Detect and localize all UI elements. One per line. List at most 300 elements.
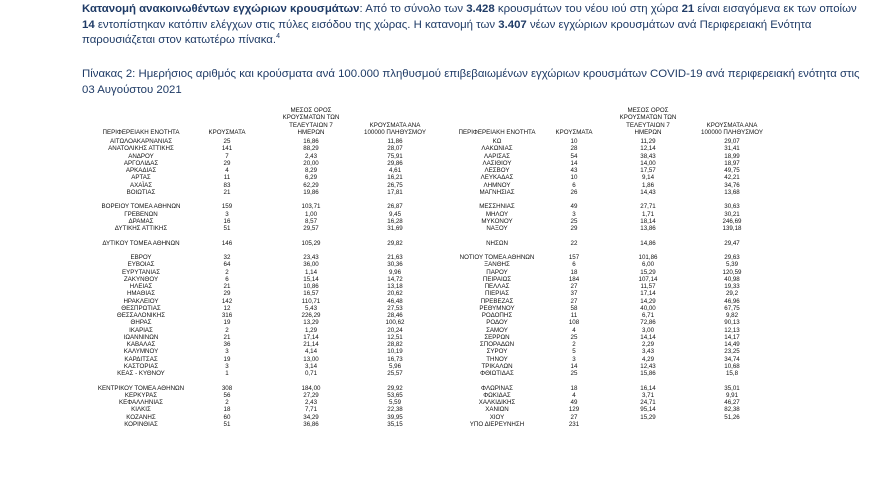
cases-cell: 18 [570,384,578,392]
cases-cell: 83 [223,181,231,189]
region-cell: ΚΟΡΙΝΘΙΑΣ [124,420,158,428]
per100k-cell: 23,25 [724,348,740,356]
cases-cell: 58 [570,304,578,312]
per100k-cell: 46,48 [387,297,403,305]
cases-cell: 60 [223,413,231,421]
cases-cell: 19 [223,319,231,327]
avg-cell: 88,29 [303,145,319,153]
cases-cell: 37 [570,290,578,298]
region-cell: ΚΑΒΑΛΑΣ [126,341,156,348]
avg-cell: 226,29 [301,312,321,319]
region-cell: ΚΕΝΤΡΙΚΟΥ ΤΟΜΕΑ ΑΘΗΝΩΝ [97,384,185,392]
footnote-marker: 4 [276,33,280,41]
per100k-cell: 29,2 [725,290,739,298]
region-cell: ΘΗΡΑΣ [130,319,152,327]
cases-cell: 129 [568,406,580,414]
intro-paragraph [82,2,872,49]
per100k-cell: 17,81 [387,188,403,196]
region-cell: ΡΟΔΟΥ [486,319,508,327]
region-cell: ΡΟΔΟΠΗΣ [481,312,513,319]
region-cell: ΣΠΟΡΑΔΩΝ [479,341,515,348]
cases-cell: 25 [570,370,578,377]
cases-cell: 12 [223,304,231,312]
per100k-cell: 51,26 [724,413,740,421]
avg-cell: 101,86 [638,254,658,261]
avg-cell: 3,71 [641,391,655,399]
region-cell: ΜΥΚΟΝΟΥ [481,217,513,225]
cases-cell: 141 [221,145,233,153]
cases-cell: 2 [572,341,576,348]
header-cases: ΚΡΟΥΣΜΑΤΑ [208,128,246,136]
per100k-cell: 30,36 [387,261,403,269]
region-cell: ΛΗΜΝΟΥ [483,181,511,189]
region-cell: ΛΕΣΒΟΥ [484,167,510,174]
region-cell: ΑΡΓΟΛΙΔΑΣ [123,159,159,167]
cases-cell: 29 [223,290,231,298]
region-cell: ΒΟΡΕΙΟΥ ΤΟΜΕΑ ΑΘΗΝΩΝ [101,203,181,211]
avg-cell: 110,71 [301,297,321,305]
region-cell: ΞΑΝΘΗΣ [484,261,510,269]
region-cell: ΧΑΛΚΙΔΙΚΗΣ [478,399,516,406]
avg-cell: 1,00 [304,210,318,218]
per100k-cell: 9,96 [388,268,402,276]
region-cell: ΝΟΤΙΟΥ ΤΟΜΕΑ ΑΘΗΝΩΝ [459,254,535,261]
avg-cell: 16,86 [303,138,319,145]
intro-text: : Από το σύνολο των [359,3,467,15]
avg-cell: 9,14 [641,174,655,182]
header-per100k: ΚΡΟΥΣΜΑΤΑ ΑΝΑ 100000 ΠΛΗΘΥΣΜΟΥ [701,121,763,136]
avg-cell: 1,29 [304,326,318,334]
region-cell: ΤΡΙΚΑΛΩΝ [481,362,513,370]
per100k-cell: 5,59 [388,399,402,406]
per100k-cell: 14,49 [724,341,740,348]
avg-cell: 38,43 [640,152,656,160]
per100k-cell: 14,72 [387,275,403,283]
region-cell: ΥΠΟ ΔΙΕΡΕΥΝΗΣΗ [469,420,525,428]
cases-cell: 54 [570,152,578,160]
region-cell: ΑΝΔΡΟΥ [128,152,154,160]
per100k-cell: 120,59 [722,268,742,276]
region-cell: ΚΑΡΔΙΤΣΑΣ [124,355,158,363]
per100k-cell: 46,96 [724,297,740,305]
avg-cell: 1,86 [641,181,655,189]
per100k-cell: 53,65 [387,391,403,399]
per100k-cell: 28,82 [387,341,403,348]
cases-cell: 2 [225,268,229,276]
avg-cell: 23,43 [303,254,319,261]
avg-cell: 21,14 [303,341,319,348]
per100k-cell: 13,68 [724,188,740,196]
cases-cell: 3 [572,210,576,218]
header-per100k: ΚΡΟΥΣΜΑΤΑ ΑΝΑ 100000 ΠΛΗΘΥΣΜΟΥ [364,121,426,136]
region-cell: ΚΙΛΚΙΣ [131,406,151,414]
cases-cell: 142 [221,297,233,305]
cases-cell: 7 [225,152,229,160]
border-cases: 14 [82,18,95,31]
region-cell: ΗΡΑΚΛΕΙΟΥ [123,297,159,305]
per100k-cell: 42,21 [724,174,740,182]
cases-cell: 29 [570,225,578,232]
per100k-cell: 40,98 [724,275,740,283]
intro-text: εντοπίστηκαν κατόπιν ελέγχων στις πύλες εισόδου της χώρας. Η κατανομή των [94,18,499,31]
cases-cell: 29 [223,159,231,167]
per100k-cell: 31,69 [387,225,403,232]
avg-cell: 4,14 [304,348,318,356]
cases-cell: 21 [223,333,231,341]
cases-cell: 11 [570,312,578,319]
per100k-cell: 5,39 [725,261,739,269]
cases-cell: 18 [570,268,578,276]
avg-cell: 36,86 [303,420,319,428]
region-cell: ΦΘΙΩΤΙΔΑΣ [480,370,514,377]
avg-cell: 184,00 [301,384,321,392]
avg-cell: 7,71 [304,406,318,414]
per100k-cell: 15,8 [725,370,739,377]
region-cell: ΓΡΕΒΕΝΩΝ [124,210,158,218]
per100k-cell: 34,74 [724,355,740,363]
avg-cell: 6,00 [641,261,655,269]
header-cases: ΚΡΟΥΣΜΑΤΑ [555,128,593,136]
region-cell: ΠΙΕΡΙΑΣ [484,290,510,298]
region-cell: ΤΗΝΟΥ [486,355,508,363]
cases-cell: 4 [572,391,576,399]
avg-cell: 14,43 [640,188,656,196]
cases-cell: 27 [570,297,578,305]
per100k-cell: 29,47 [724,239,740,247]
region-cell: ΕΥΒΟΙΑΣ [127,261,155,269]
region-cell: ΗΛΕΙΑΣ [129,283,153,290]
region-cell: ΠΡΕΒΕΖΑΣ [480,297,514,305]
intro-heading: Κατανομή ανακοινωθέντων εγχώριων κρουσμάτων [82,3,360,15]
region-cell: ΗΜΑΘΙΑΣ [126,290,156,298]
avg-cell: 15,86 [640,370,656,377]
per100k-cell: 20,24 [387,326,403,334]
region-cell: ΠΕΛΛΑΣ [484,283,510,290]
per100k-cell: 20,62 [387,290,403,298]
region-cell: ΑΙΤΩΛΟΑΚΑΡΝΑΝΙΑΣ [109,138,173,145]
avg-cell: 14,86 [640,239,656,247]
cases-cell: 56 [223,391,231,399]
cases-cell: 32 [223,254,231,261]
region-cell: ΣΑΜΟΥ [486,326,508,334]
region-cell: ΑΝΑΤΟΛΙΚΗΣ ΑΤΤΙΚΗΣ [108,145,174,153]
avg-cell: 2,43 [304,399,318,406]
avg-cell: 14,14 [640,333,656,341]
cases-cell: 4 [225,167,229,174]
region-cell: ΧΙΟΥ [489,413,505,421]
region-cell: ΔΥΤΙΚΟΥ ΤΟΜΕΑ ΑΘΗΝΩΝ [102,239,180,247]
region-cell: ΑΡΚΑΔΙΑΣ [125,167,157,174]
region-cell: ΔΥΤΙΚΗΣ ΑΤΤΙΚΗΣ [114,225,168,232]
region-cell: ΡΕΘΥΜΝΟΥ [479,304,515,312]
region-cell: ΕΒΡΟΥ [130,254,152,261]
avg-cell: 72,86 [640,319,656,327]
avg-cell: 12,14 [640,145,656,153]
avg-cell: 36,00 [303,261,319,269]
per100k-cell: 25,57 [387,370,403,377]
per100k-cell: 28,07 [387,145,403,153]
cases-cell: 6 [225,275,229,283]
per100k-cell: 18,97 [724,159,740,167]
avg-cell: 16,57 [303,290,319,298]
avg-cell: 8,57 [304,217,318,225]
table-caption: Πίνακας 2: Ημερήσιος αριθμός και κρούσματα ανά 100.000 πληθυσμού επιβεβαιωμένων εγχώριων κρουσμάτων COVID-19 ανά περιφερειακή ενότητα στις 03 Αυγούστου 2021 [82,68,860,96]
cases-cell: 184 [568,275,580,283]
per100k-cell: 35,15 [387,420,403,428]
header-region: ΠΕΡΙΦΕΡΕΙΑΚΗ ΕΝΟΤΗΤΑ [102,128,180,136]
avg-cell: 17,14 [303,333,319,341]
cases-cell: 3 [572,355,576,363]
region-cell: ΜΑΓΝΗΣΙΑΣ [479,188,515,196]
region-cell: ΠΑΡΟΥ [486,268,508,276]
avg-cell: 15,29 [640,268,656,276]
avg-cell: 40,00 [640,304,656,312]
avg-cell: 12,43 [640,362,656,370]
region-cell: ΚΩ [492,138,502,145]
region-cell: ΙΩΑΝΝΙΝΩΝ [123,333,159,341]
region-cell: ΛΑΡΙΣΑΣ [484,152,510,160]
region-cell: ΕΥΡΥΤΑΝΙΑΣ [121,268,161,276]
region-cell: ΛΑΣΙΘΙΟΥ [482,159,512,167]
per100k-cell: 9,91 [725,391,739,399]
per100k-cell: 29,63 [724,254,740,261]
cases-cell: 6 [572,181,576,189]
per100k-cell: 11,86 [387,138,403,145]
avg-cell: 27,71 [640,203,656,211]
avg-cell: 11,57 [640,283,656,290]
region-cell: ΠΕΙΡΑΙΩΣ [482,275,512,283]
per100k-cell: 28,46 [387,312,403,319]
cases-cell: 14 [570,159,578,167]
cases-cell: 64 [223,261,231,269]
avg-cell: 14,00 [640,159,656,167]
avg-cell: 34,29 [303,413,319,421]
region-cell: ΛΑΚΩΝΙΑΣ [481,145,513,153]
region-cell: ΑΡΤΑΣ [131,174,151,182]
avg-cell: 13,86 [640,225,656,232]
imported-cases: 21 [681,3,695,15]
avg-cell: 14,29 [640,297,656,305]
avg-cell: 2,29 [641,341,655,348]
intro-text: είναι εισαγόμενα εκ των οποίων [694,3,857,15]
per100k-cell: 21,63 [387,254,403,261]
cases-cell: 308 [221,384,233,392]
cases-cell: 18 [223,406,231,414]
region-cell: ΜΗΛΟΥ [485,210,509,218]
per100k-cell: 246,69 [722,217,742,225]
cases-cell: 36 [223,341,231,348]
per100k-cell: 29,07 [724,138,740,145]
per100k-cell: 90,13 [724,319,740,327]
avg-cell: 18,14 [640,217,656,225]
cases-cell: 49 [570,399,578,406]
region-cell: ΝΗΣΩΝ [486,239,508,247]
intro-text: κρουσμάτων του νέου ιού στη χώρα [494,3,682,15]
avg-cell: 2,43 [304,152,318,160]
avg-cell: 19,86 [303,188,319,196]
region-cell: ΚΑΛΥΜΝΟΥ [123,348,159,356]
per100k-cell: 9,82 [725,312,739,319]
avg-cell: 5,43 [304,304,318,312]
avg-cell: 20,00 [303,159,319,167]
region-cell: ΚΕΦΑΛΛΗΝΙΑΣ [118,399,163,406]
per100k-cell: 19,33 [724,283,740,290]
per100k-cell: 30,63 [724,203,740,211]
avg-cell: 24,71 [640,399,656,406]
cases-cell: 159 [221,203,233,211]
per100k-cell: 29,92 [387,384,403,392]
per100k-cell: 67,75 [724,304,740,312]
region-cell: ΣΕΡΡΩΝ [484,333,510,341]
per100k-cell: 30,21 [724,210,740,218]
avg-cell: 3,00 [641,326,655,334]
avg-cell: 6,29 [304,174,318,182]
cases-cell: 21 [223,283,231,290]
cases-cell: 21 [223,188,231,196]
cases-cell: 28 [570,145,578,153]
per100k-cell: 10,68 [724,362,740,370]
per100k-cell: 139,18 [722,225,742,232]
cases-cell: 14 [570,362,578,370]
domestic-cases: 3.407 [498,18,527,31]
region-cell: ΧΑΝΙΩΝ [485,406,509,414]
per100k-cell: 5,96 [388,362,402,370]
cases-cell: 27 [570,283,578,290]
per100k-cell: 12,13 [724,326,740,334]
cases-cell: 108 [568,319,580,327]
cases-cell: 2 [225,399,229,406]
avg-cell: 17,14 [640,290,656,298]
per100k-cell: 82,38 [724,406,740,414]
region-cell: ΖΑΚΥΝΘΟΥ [123,275,159,283]
region-cell: ΔΡΑΜΑΣ [128,217,154,225]
per100k-cell: 100,62 [385,319,405,327]
per100k-cell: 31,41 [724,145,740,153]
avg-cell: 29,57 [303,225,319,232]
avg-cell: 15,29 [640,413,656,421]
cases-cell: 22 [570,239,578,247]
cases-cell: 16 [223,217,231,225]
cases-cell: 6 [572,261,576,269]
avg-cell: 17,57 [640,167,656,174]
region-cell: ΙΚΑΡΙΑΣ [129,326,153,334]
avg-cell: 1,71 [641,210,655,218]
cases-cell: 11 [223,174,231,182]
avg-cell: 0,71 [304,370,318,377]
avg-cell: 13,29 [303,319,319,327]
per100k-cell: 13,18 [387,283,403,290]
per100k-cell: 27,53 [387,304,403,312]
avg-cell: 62,29 [303,181,319,189]
region-cell: ΣΥΡΟΥ [486,348,508,356]
cases-cell: 51 [223,420,231,428]
per100k-cell: 22,38 [387,406,403,414]
avg-cell: 11,29 [640,138,656,145]
cases-cell: 10 [570,138,578,145]
avg-cell: 6,71 [641,312,655,319]
cases-cell: 25 [570,333,578,341]
avg-cell: 95,14 [640,406,656,414]
cases-cell: 25 [223,138,231,145]
per100k-cell: 16,28 [387,217,403,225]
cases-cell: 25 [570,217,578,225]
per100k-cell: 49,75 [724,167,740,174]
cases-cell: 26 [570,188,578,196]
per100k-cell: 16,73 [387,355,403,363]
per100k-cell: 14,17 [724,333,740,341]
cases-cell: 3 [225,210,229,218]
per100k-cell: 29,82 [387,239,403,247]
region-cell: ΑΧΑΪΑΣ [129,181,153,189]
region-cell: ΚΕΑΣ - ΚΥΘΝΟΥ [117,370,165,377]
per100k-cell: 16,21 [387,174,403,182]
region-cell: ΚΟΖΑΝΗΣ [126,413,156,421]
avg-cell: 16,14 [640,384,656,392]
cases-cell: 2 [225,326,229,334]
region-cell: ΜΕΣΣΗΝΙΑΣ [479,203,515,211]
region-cell: ΒΟΙΩΤΙΑΣ [126,188,156,196]
cases-cell: 10 [570,174,578,182]
per100k-cell: 34,76 [724,181,740,189]
cases-cell: 157 [568,254,580,261]
region-cell: ΚΑΣΤΟΡΙΑΣ [123,362,159,370]
intro-text: νέων εγχώριων κρουσμάτων ανά Περιφερειακή Ενότητα παρουσιάζεται στον κατωτέρω πίνακα. [82,18,812,46]
avg-cell: 4,29 [641,355,655,363]
per100k-cell: 29,86 [387,159,403,167]
per100k-cell: 12,51 [387,333,403,341]
per100k-cell: 4,61 [388,167,402,174]
header-avg: ΜΕΣΟΣ ΟΡΟΣ ΚΡΟΥΣΜΑΤΩΝ ΤΩΝ ΤΕΛΕΥΤΑΙΩΝ 7 ΗΜΕΡΩΝ [619,107,677,136]
avg-cell: 3,43 [641,348,655,356]
avg-cell: 13,00 [303,355,319,363]
cases-cell: 19 [223,355,231,363]
cases-cell: 146 [221,239,233,247]
per100k-cell: 75,91 [387,152,403,160]
avg-cell: 27,29 [303,391,319,399]
cases-cell: 3 [225,362,229,370]
per100k-cell: 26,87 [387,203,403,211]
per100k-cell: 35,01 [724,384,740,392]
avg-cell: 105,29 [301,239,321,247]
avg-cell: 1,14 [304,268,318,276]
header-region: ΠΕΡΙΦΕΡΕΙΑΚΗ ΕΝΟΤΗΤΑ [458,128,536,136]
region-cell: ΦΛΩΡΙΝΑΣ [481,384,513,392]
cases-cell: 5 [572,348,576,356]
per100k-cell: 46,27 [724,399,740,406]
cases-cell: 316 [221,312,233,319]
per100k-cell: 26,75 [387,181,403,189]
cases-cell: 51 [223,225,231,232]
avg-cell: 10,86 [303,283,319,290]
cases-cell: 3 [225,348,229,356]
per100k-cell: 9,45 [388,210,402,218]
avg-cell: 3,14 [304,362,318,370]
region-cell: ΚΕΡΚΥΡΑΣ [124,391,158,399]
per100k-cell: 10,19 [387,348,403,356]
cases-cell: 1 [225,370,229,377]
region-cell: ΘΕΣΠΡΩΤΙΑΣ [121,304,161,312]
header-avg: ΜΕΣΟΣ ΟΡΟΣ ΚΡΟΥΣΜΑΤΩΝ ΤΩΝ ΤΕΛΕΥΤΑΙΩΝ 7 ΗΜΕΡΩΝ [282,107,340,136]
cases-cell: 49 [570,203,578,211]
cases-cell: 27 [570,413,578,421]
avg-cell: 107,14 [638,275,658,283]
avg-cell: 103,71 [301,203,321,211]
total-cases: 3.428 [466,3,495,15]
per100k-cell: 39,95 [387,413,403,421]
region-cell: ΦΩΚΙΔΑΣ [483,391,511,399]
avg-cell: 15,14 [303,275,319,283]
region-cell: ΝΑΞΟΥ [486,225,508,232]
